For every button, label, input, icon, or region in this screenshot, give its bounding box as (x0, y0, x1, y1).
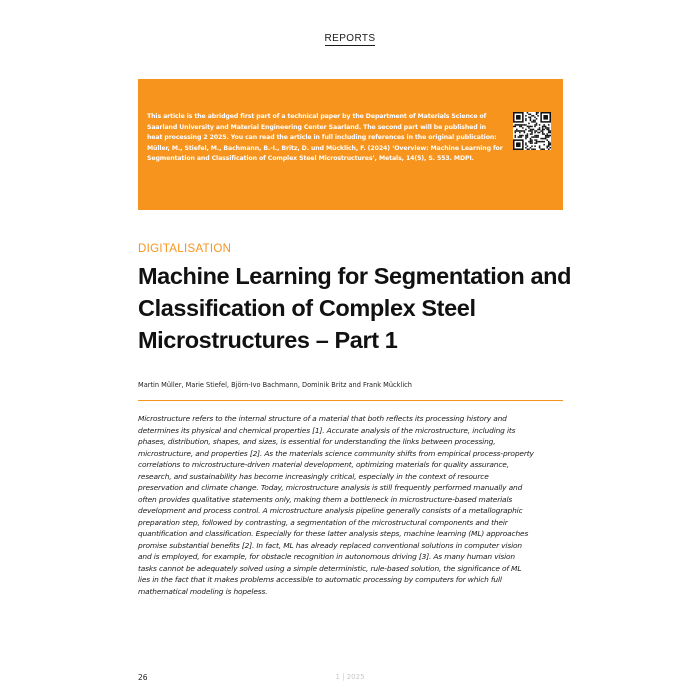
divider-rule (138, 400, 563, 401)
article-kicker: DIGITALISATION (138, 243, 232, 255)
section-label: REPORTS (324, 33, 376, 44)
article-authors: Martin Müller, Marie Stiefel, Björn-Ivo Bachmann, Dominik Britz and Frank Mücklich (138, 381, 412, 389)
running-header (0, 26, 700, 45)
qr-code-graphic (513, 112, 551, 150)
page-number: 26 (138, 673, 148, 682)
info-banner (138, 79, 563, 210)
article-title: Machine Learning for Segmentation and Classification of Complex Steel Microstructures – Part 1 (138, 263, 572, 353)
article-abstract: Microstructure refers to the internal structure of a material that both reflects its processing history and determines its physical and chemical properties [1]. Accurate analysis of the microstructure, including its phases, distribution, shapes, and sizes, is essential for understanding the links between processing, microstructure, and properties [2]. As the materials science community shifts from empirical process-property correlations to microstructure-driven material development, optimizing materials for quality assurance, research, and sustainability has become increasingly critical, especially in the context of resource preservation and climate change. Today, microstructure analysis is still frequently performed manually and often provides qualitative statements only, making them a bottleneck in microstructure-based materials development and process control. A microstructure analysis pipeline generally consists of a metallographic preparation step, followed by contrasting, a segmentation of the microstructural components and their quantification and classification. Especially for these latter analysis steps, machine learning (ML) approaches promise substantial benefits [2]. In fact, ML has already replaced conventional solutions in computer vision and is employed, for example, for obstacle recognition in autonomous driving [3]. As many human vision tasks cannot be adequately solved using a simple deterministic, rule-based solution, the significance of ML lies in the fact that it makes problems accessible to automatic processing by computers for which full mathematical modeling is hopeless. (138, 414, 534, 596)
issue-number: 1 | 2025 (335, 673, 365, 681)
banner-text: This article is the abridged first part of a technical paper by the Department of Materials Science of Saarland University and Material Engineering Center Saarland. The second part will be published in heat processing 2 2025. You can read the article in full including references in the original publication: Müller, M., Stiefel, M., Bachmann, B.-I., Britz, D. und Mücklich, F. (2024) ‘Overview: Machine Learning for Segmentation and Classification of Complex Steel Microstructures’, Metals, 14(5), S. 553. MDPI. (147, 113, 503, 163)
qr-code-icon[interactable] (513, 112, 551, 150)
